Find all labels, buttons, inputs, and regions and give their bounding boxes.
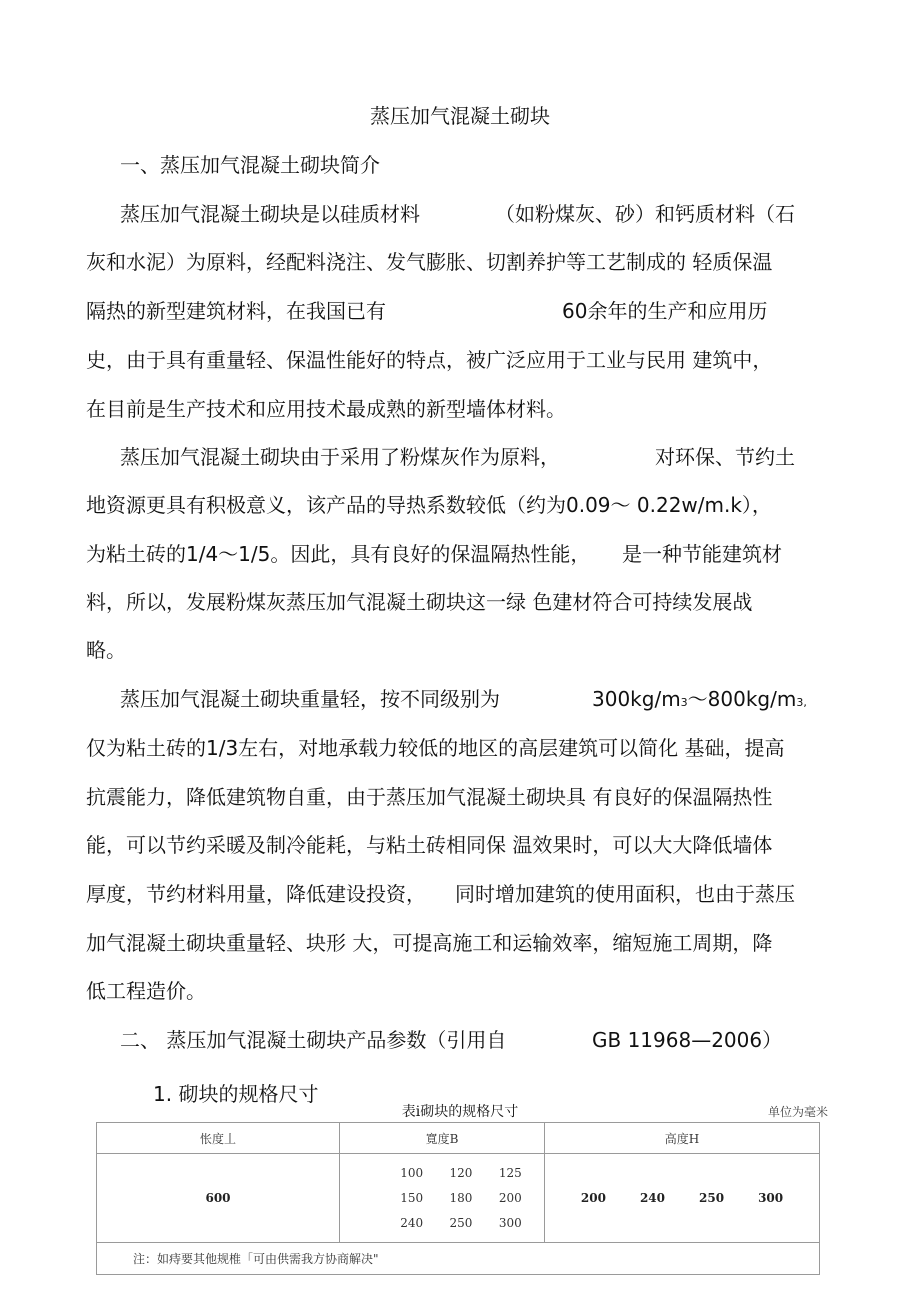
subsection-heading: 1. 砌块的规格尺寸: [153, 1082, 319, 1106]
p3-line-6: 加气混凝土砌块重量轻、块形 大，可提高施工和运输效率，缩短施工周期，降: [86, 931, 773, 955]
density-low: 300kg/m: [592, 687, 681, 711]
p1-line-1a: 蒸压加气混凝土砌块是以硅质材料: [120, 202, 420, 226]
p2-line-1b: 对环保、节约土: [655, 445, 795, 469]
width-values-cell: [340, 1154, 545, 1243]
header-height: 高度H: [545, 1123, 820, 1154]
header-width: 寬度B: [340, 1123, 545, 1154]
p1-line-2: 灰和水泥）为原料，经配料浇注、发气膨胀、切割养护等工艺制成的 轻质保温: [86, 250, 773, 274]
width-value: 250: [449, 1216, 473, 1230]
width-row: [388, 1187, 534, 1210]
superscript-3-comma: 3,: [796, 696, 807, 709]
p3-line-1b: [592, 683, 807, 712]
p3-line-3: 抗震能力，降低建筑物自重，由于蒸压加气混凝土砌块具 有良好的保温隔热性: [86, 785, 773, 809]
spec-table: [96, 1122, 820, 1275]
width-value: 240: [400, 1216, 424, 1230]
p3-line-5b: 同时增加建筑的使用面积，也由于蒸压: [455, 882, 795, 906]
width-value: 300: [498, 1216, 522, 1230]
superscript-3: 3: [680, 696, 688, 709]
header-length: 怅度丄: [97, 1123, 340, 1154]
p3-line-4: 能，可以节约采暖及制冷能耗，与粘土砖相同保 温效果时，可以大大降低墙体: [86, 833, 773, 857]
width-row: [388, 1212, 534, 1235]
width-values-grid: [386, 1160, 536, 1237]
table-data-row: [97, 1154, 820, 1243]
table-note: 注：如痔要其他规椎「可由供需我方协商解决": [97, 1243, 820, 1275]
width-row: [388, 1162, 534, 1185]
p2-line-2: 地资源更具有积极意义，该产品的导热系数较低（约为0.09～ 0.22w/m.k），: [86, 493, 772, 517]
p1-line-4: 史，由于具有重量轻、保温性能好的特点，被广泛应用于工业与民用 建筑中，: [86, 348, 773, 372]
section-heading-2-standard: GB 11968—2006）: [592, 1028, 783, 1052]
section-heading-2: 二、 蒸压加气混凝土砌块产品参数（引用自: [120, 1028, 507, 1052]
height-value: 250: [699, 1191, 725, 1205]
p3-line-5a: 厚度，节约材料用量，降低建设投资，: [86, 882, 426, 906]
p1-line-3a: 隔热的新型建筑材料，在我国已有: [86, 299, 386, 323]
height-value: 240: [639, 1191, 665, 1205]
p2-line-5: 略。: [86, 638, 126, 662]
table-note-row: [97, 1243, 820, 1275]
document-title: 蒸压加气混凝土砌块: [370, 104, 550, 128]
width-value: 200: [498, 1191, 522, 1205]
width-value: 150: [400, 1191, 424, 1205]
height-value: 300: [758, 1191, 784, 1205]
p1-line-5: 在目前是生产技术和应用技术最成熟的新型墙体材料。: [86, 397, 566, 421]
p2-line-4: 料，所以，发展粉煤灰蒸压加气混凝土砌块这一绿 色建材符合可持续发展战: [86, 590, 753, 614]
p3-line-1a: 蒸压加气混凝土砌块重量轻，按不同级别为: [120, 687, 500, 711]
width-value: 180: [449, 1191, 473, 1205]
p1-line-1b: （如粉煤灰、砂）和钙质材料（石: [495, 202, 795, 226]
height-values-cell: [545, 1154, 820, 1243]
width-value: 125: [498, 1166, 522, 1180]
density-high: ～800kg/m: [687, 687, 797, 711]
width-value: 100: [400, 1166, 424, 1180]
p3-line-2: 仅为粘土砖的1/3左右，对地承载力较低的地区的高层建筑可以简化 基础，提高: [86, 736, 785, 760]
height-values: [546, 1191, 818, 1205]
length-value: 600: [97, 1154, 340, 1243]
table-header-row: [97, 1123, 820, 1154]
table-unit: 单位为毫米: [768, 1105, 829, 1119]
section-heading-1: 一、蒸压加气混凝土砌块简介: [120, 153, 380, 177]
p3-line-7: 低工程造价。: [86, 979, 206, 1003]
p2-line-3b: 是一种节能建筑材: [622, 542, 782, 566]
width-value: 120: [449, 1166, 473, 1180]
height-value: 200: [580, 1191, 606, 1205]
p2-line-3a: 为粘土砖的1/4～1/5。因此，具有良好的保温隔热性能，: [86, 542, 591, 566]
table-caption: 表i砌块的规格尺寸: [401, 1104, 519, 1120]
p2-line-1a: 蒸压加气混凝土砌块由于采用了粉煤灰作为原料，: [120, 445, 560, 469]
p1-line-3b: 60余年的生产和应用历: [562, 299, 768, 323]
